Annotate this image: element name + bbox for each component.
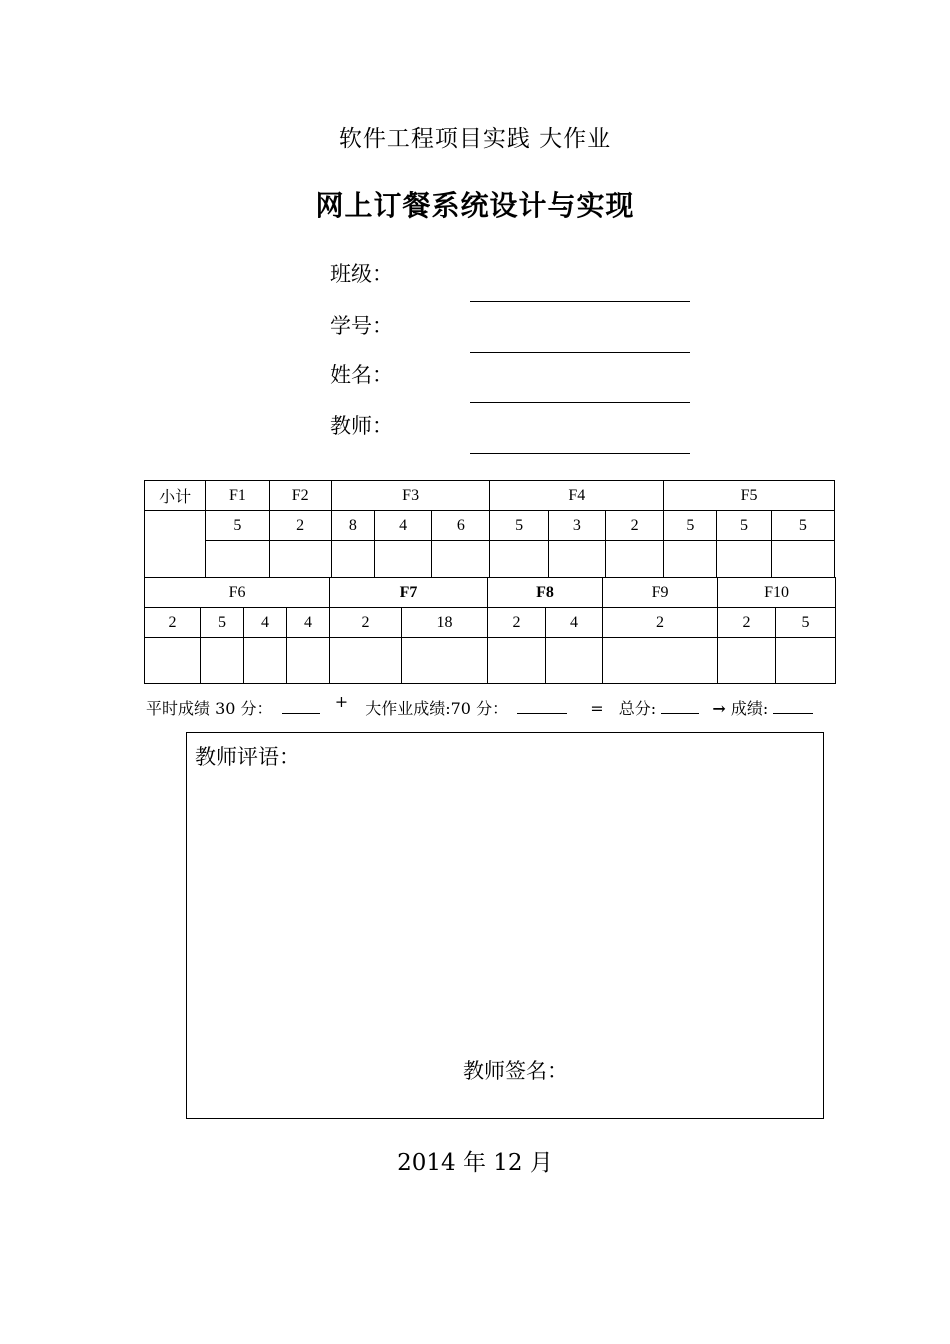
score-cell[interactable] [717,541,771,578]
score-cell[interactable] [330,638,402,684]
group-f10: F10 [718,578,836,608]
group-f5: F5 [664,481,835,511]
score-cell[interactable] [145,638,201,684]
arrow-icon: → [712,699,726,718]
points-cell: 2 [605,511,663,541]
score-table-1 [144,480,835,578]
regular-score-field[interactable] [282,699,320,714]
score-cell[interactable] [490,541,548,578]
score-cell[interactable] [432,541,490,578]
score-cell[interactable] [374,541,431,578]
points-cell: 3 [548,511,605,541]
score-cell[interactable] [605,541,663,578]
score-cell[interactable] [548,541,605,578]
score-cell[interactable] [331,541,374,578]
class-field[interactable] [470,301,690,302]
score-cell[interactable] [287,638,330,684]
points-cell: 2 [145,608,201,638]
score-cell[interactable] [488,638,546,684]
score-cell[interactable] [402,638,488,684]
points-cell: 2 [269,511,331,541]
project-score-field[interactable] [517,699,567,714]
points-cell: 5 [201,608,244,638]
points-cell: 4 [546,608,603,638]
points-cell: 5 [664,511,717,541]
signature-label: 教师签名： [463,1059,568,1083]
points-cell: 5 [771,511,834,541]
points-cell: 2 [718,608,776,638]
project-score-label: 大作业成绩:70 分： [365,699,509,718]
group-f6: F6 [145,578,330,608]
points-cell: 5 [206,511,269,541]
points-cell: 5 [490,511,548,541]
score-table-2 [144,577,836,684]
score-cell[interactable] [776,638,836,684]
score-cell[interactable] [546,638,603,684]
points-cell: 18 [402,608,488,638]
comment-label: 教师评语： [195,745,300,769]
points-cell: 2 [488,608,546,638]
score-cell[interactable] [269,541,331,578]
group-f4: F4 [490,481,664,511]
points-cell: 4 [374,511,431,541]
equals-sign: = [590,699,604,718]
group-f1: F1 [206,481,269,511]
name-label: 姓名： [330,363,393,387]
group-f9: F9 [603,578,718,608]
points-cell: 4 [287,608,330,638]
score-cell[interactable] [244,638,287,684]
class-label: 班级： [330,262,393,286]
total-field[interactable] [661,699,699,714]
teacher-field[interactable] [470,453,690,454]
teacher-label: 教师： [330,414,393,438]
score-cell[interactable] [603,638,718,684]
points-cell: 8 [331,511,374,541]
group-f2: F2 [269,481,331,511]
group-f7: F7 [330,578,488,608]
total-label: 总分: [618,699,657,718]
points-cell: 2 [603,608,718,638]
points-cell: 5 [717,511,771,541]
regular-score-label: 平时成绩 30 分： [146,699,273,718]
score-cell[interactable] [201,638,244,684]
group-f3: F3 [331,481,490,511]
name-field[interactable] [470,402,690,403]
page-title: 网上订餐系统设计与实现 [315,189,635,222]
group-f8: F8 [488,578,603,608]
subtotal-header: 小计 [145,481,206,511]
subtitle: 软件工程项目实践 大作业 [338,126,612,152]
grade-label: 成绩: [730,699,769,718]
student-id-label: 学号： [330,314,393,338]
subtotal-cell[interactable] [145,511,206,578]
points-cell: 2 [330,608,402,638]
plus-sign: + [334,692,349,711]
points-cell: 4 [244,608,287,638]
date: 2014 年 12 月 [397,1150,553,1176]
points-cell: 5 [776,608,836,638]
points-cell: 6 [432,511,490,541]
comment-box[interactable] [186,732,824,1119]
grade-field[interactable] [773,699,813,714]
score-cell[interactable] [771,541,834,578]
score-cell[interactable] [206,541,269,578]
score-cell[interactable] [718,638,776,684]
score-formula [146,692,813,719]
score-cell[interactable] [664,541,717,578]
student-id-field[interactable] [470,352,690,353]
